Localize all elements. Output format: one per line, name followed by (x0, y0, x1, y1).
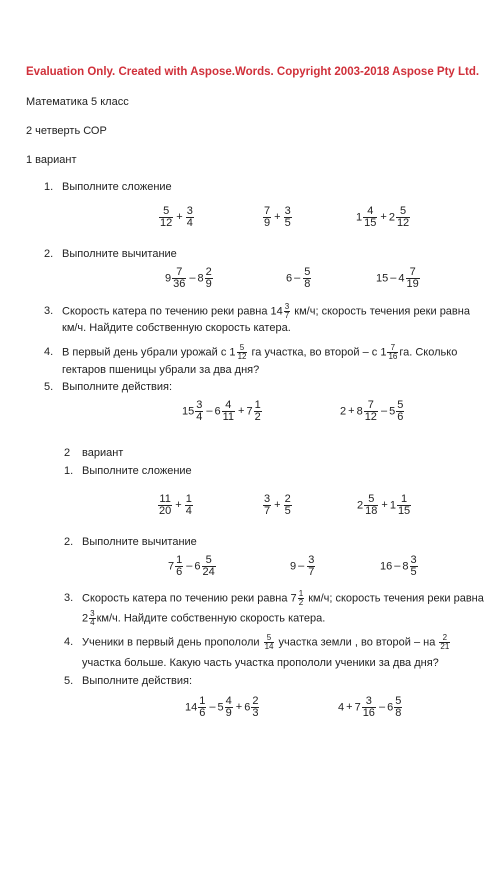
v1-task4-cont: гектаров пшеницы убрали за два дня? (62, 364, 260, 376)
v1-t2-expr1: 9 $\frac{7}{36}$ – 8 $\frac{2}{9}$ (165, 266, 212, 290)
v1-task2: 2. Выполните вычитание (44, 248, 177, 260)
v2-t5-expr1: 14 $\frac{1}{6}$ – 5 $\frac{4}{9}$ + 6 $\frac{2}{3}$ (185, 695, 259, 719)
v2-task2: 2. Выполните вычитание (64, 536, 197, 548)
v1-t1-expr1: $\frac{5}{12}$ + $\frac{3}{4}$ (160, 205, 193, 229)
v2-t5-expr2: 4 + 7 $\frac{3}{16}$ – 6 $\frac{5}{8}$ (338, 695, 402, 719)
v2-t1-expr3: 2 $\frac{5}{18}$ + 1 $\frac{1}{15}$ (357, 493, 411, 517)
v1-t5-expr1: 15 $\frac{3}{4}$ – 6 $\frac{4}{11}$ + 7 $\frac{1}{2}$ (182, 399, 261, 423)
v2-t1-expr2: $\frac{3}{7}$ + $\frac{2}{5}$ (264, 493, 291, 517)
v1-task3: 3. Скорость катера по течению реки равна 14 $\frac{3}{7}$ км/ч; скорость течения реки равна (44, 302, 470, 320)
v2-t2-expr2: 9 – $\frac{3}{7}$ (290, 554, 315, 578)
quarter-title: 2 четверть СОР (26, 125, 107, 137)
v1-t5-expr2: 2 + 8 $\frac{7}{12}$ – 5 $\frac{5}{6}$ (340, 399, 404, 423)
v1-t1-expr3: 1 $\frac{4}{15}$ + 2 $\frac{5}{12}$ (356, 205, 410, 229)
v2-t2-expr3: 16 – 8 $\frac{3}{5}$ (380, 554, 417, 578)
v1-t2-expr2: 6 – $\frac{5}{8}$ (286, 266, 311, 290)
variant1-title: 1 вариант (26, 154, 77, 166)
watermark: Evaluation Only. Created with Aspose.Words. Copyright 2003-2018 Aspose Pty Ltd. (26, 66, 480, 78)
v1-task3-cont: км/ч. Найдите собственную скорость катера. (62, 322, 291, 334)
variant2-title: 2 вариант (64, 447, 124, 459)
v2-t1-expr1: $\frac{11}{20}$ + $\frac{1}{4}$ (159, 493, 192, 517)
v1-t1-expr2: $\frac{7}{9}$ + $\frac{3}{5}$ (264, 205, 291, 229)
v1-task5: 5. Выполните действия: (44, 381, 173, 393)
v1-t2-expr3: 15 – 4 $\frac{7}{19}$ (376, 266, 419, 290)
v2-t2-expr1: 7 $\frac{1}{6}$ – 6 $\frac{5}{24}$ (168, 554, 215, 578)
v2-task3: 3. Скорость катера по течению реки равна 7 $\frac{1}{2}$ км/ч; скорость течения реки равна (64, 589, 484, 607)
v2-task5: 5. Выполните действия: (64, 675, 193, 687)
v2-task4: 4. Ученики в первый день пропололи $\frac{5}{14}$ участка земли , во второй – на $\frac{2}{21}$ (64, 633, 450, 651)
subject-title: Математика 5 класс (26, 96, 129, 108)
v1-task4: 4. В первый день убрали урожай с 1 $\frac{5}{12}$ га участка, во второй – с 1 $\frac{7}{16}$ га. Сколько (44, 343, 458, 361)
v1-task1: 1. Выполните сложение (44, 181, 172, 193)
v2-task1: 1. Выполните сложение (64, 465, 192, 477)
v2-task3-cont: 2 $\frac{3}{4}$ км/ч. Найдите собственную скорость катера. (82, 609, 326, 627)
v2-task4-cont: участка больше. Какую часть участка пропололи ученики за два дня? (82, 657, 439, 669)
